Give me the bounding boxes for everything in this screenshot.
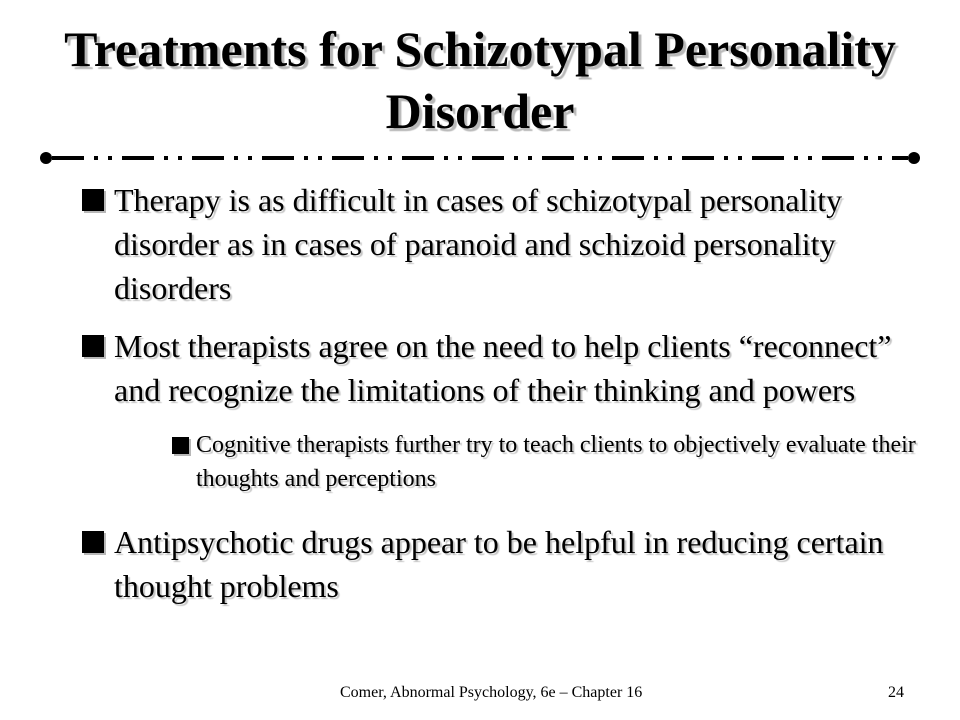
square-bullet-icon xyxy=(82,335,104,357)
bullet-item xyxy=(70,324,930,496)
sub-bullet-item xyxy=(170,428,930,496)
slide-title: Treatments for Schizotypal Personality Disorder xyxy=(64,21,896,139)
square-bullet-icon xyxy=(82,531,104,553)
bullet-text: Antipsychotic drugs appear to be helpful in reducing certain thought problems xyxy=(114,524,884,604)
bullet-item xyxy=(70,520,930,608)
page-number: 24 xyxy=(888,684,904,701)
bullet-text: Therapy is as difficult in cases of schizotypal personality disorder as in cases of paranoid and schizoid personality disorders xyxy=(114,182,843,306)
sub-bullet-text: Cognitive therapists further try to teach clients to objectively evaluate their thoughts and perceptions xyxy=(196,432,916,492)
bullet-list xyxy=(70,178,930,622)
divider-dot-right xyxy=(908,152,920,164)
footer-citation: Comer, Abnormal Psychology, 6e – Chapter 16 xyxy=(340,684,643,701)
bullet-text: Most therapists agree on the need to help clients “reconnect” and recognize the limitations of their thinking and powers xyxy=(114,328,892,408)
square-bullet-icon xyxy=(172,437,189,454)
bullet-item xyxy=(70,178,930,310)
square-bullet-icon xyxy=(82,189,104,211)
divider-dot-left xyxy=(40,152,52,164)
title-divider xyxy=(38,150,922,166)
